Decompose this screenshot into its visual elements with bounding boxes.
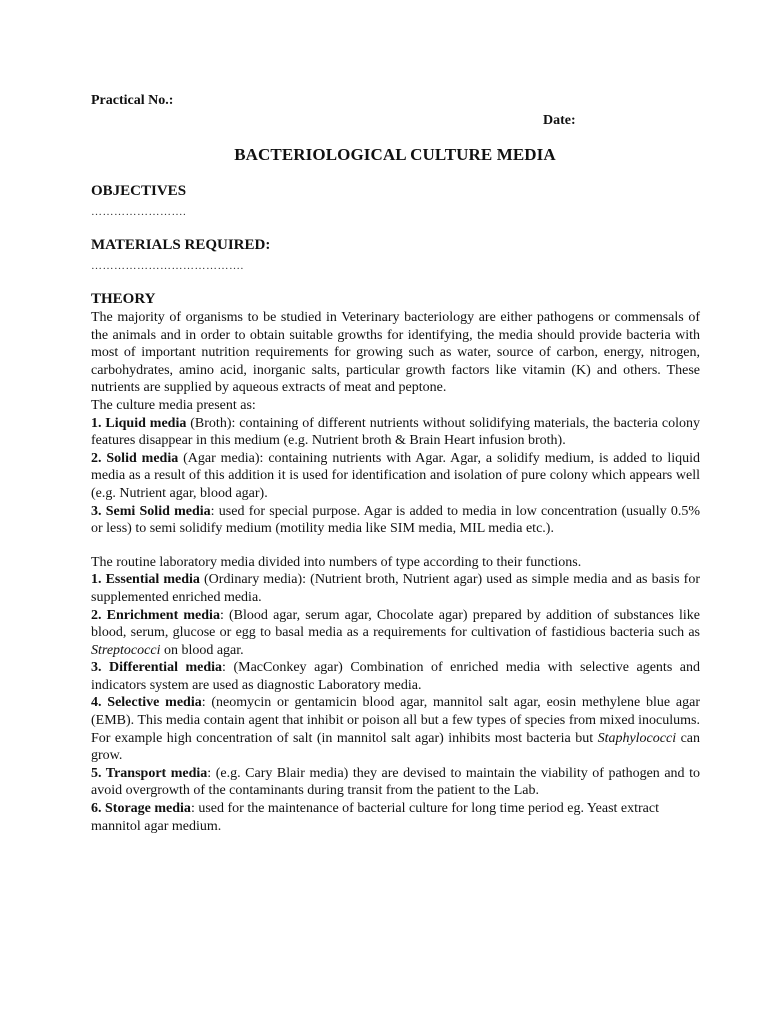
list-item-liquid-media [91, 415, 700, 450]
organism-name: Streptococci [91, 642, 161, 658]
list-item-enrichment-media [91, 607, 700, 660]
list-item-text: : (Blood agar, serum agar, Chocolate agar) prepared by addition of substances like blood, serum, glucose or egg to basal media as a requirements for cultivation of fastidious bacteria such as [91, 607, 700, 641]
date-label: Date: [543, 113, 576, 128]
list-item-text: (Ordinary media): (Nutrient broth, Nutrient agar) used as simple media and as basis for supplemented enriched media. [91, 572, 700, 605]
objectives-placeholder: ……………………. [91, 206, 187, 218]
list-item-text: : (MacConkey agar) Combination of enriched media with selective agents and indicators system are used as diagnostic Laboratory media. [91, 660, 701, 693]
practical-number-label: Practical No.: [91, 93, 174, 108]
list-item-label: 4. Selective media [91, 695, 202, 711]
list-item-text: can grow. [91, 730, 700, 764]
theory-body [91, 309, 700, 835]
list-item-label: 5. Transport media [91, 765, 208, 781]
list-item-text: (Agar media): containing nutrients with Agar. Agar, a solidify medium, is added to liquid media as a result of this addition it is used for identification and isolation of pure colony which appears well (e.g. Nutrient agar, blood agar). [91, 450, 701, 501]
list-item-label: 2. Enrichment media [91, 607, 220, 623]
paragraph-gap [91, 538, 700, 554]
organism-name: Staphylococci [597, 730, 677, 746]
list-item-text: : (neomycin or gentamicin blood agar, mannitol salt agar, eosin methylene blue agar (EMB). This media contain agent that inhibit or poison all but a few types of species from mixed inoculums. For example high concentration of salt (in mannitol salt agar) inhibits most bacteria but [91, 695, 700, 746]
list-item-differential-media [91, 659, 700, 694]
list-item-label: 1. Liquid media [91, 415, 187, 431]
materials-placeholder: …………………………………. [91, 260, 244, 272]
list-item-essential-media [91, 571, 700, 606]
list-item-text: : used for special purpose. Agar is added to media in low concentration (usually 0.5% or less) to semi solidify medium (motility media like SIM media, MIL media etc.). [91, 503, 700, 537]
list-item-text: on blood agar. [160, 642, 244, 658]
list-item-label: 3. Semi Solid media [91, 503, 211, 519]
list-item-semi-solid-media [91, 503, 700, 538]
list-item-label: 3. Differential media [91, 660, 223, 676]
theory-intro: The majority of organisms to be studied in Veterinary bacteriology are either pathogens or commensals of the animals and in order to obtain suitable growths for identifying, the media should provide bacteria with most of important nutrition requirements for growing such as water, source of carbon, energy, nitrogen, carbohydrates, amino acid, inorganic salts, particular growth factors like vitamin (K) and others. These nutrients are supplied by aqueous extracts of meat and peptone. [91, 310, 700, 396]
list-item-solid-media [91, 450, 700, 503]
list-item-storage-media [91, 800, 700, 835]
list-item-text: : used for the maintenance of bacterial culture for long time period eg. Yeast extract mannitol agar medium. [91, 801, 659, 834]
list-item-label: 1. Essential media [91, 572, 200, 588]
page-title: BACTERIOLOGICAL CULTURE MEDIA [234, 145, 556, 164]
routine-media-intro: The routine laboratory media divided into numbers of type according to their functions. [91, 554, 582, 570]
culture-media-present-as: The culture media present as: [91, 397, 256, 413]
list-item-label: 2. Solid media [91, 450, 179, 466]
materials-heading: MATERIALS REQUIRED: [91, 237, 271, 253]
list-item-label: 6. Storage media [91, 801, 191, 817]
objectives-heading: OBJECTIVES [91, 183, 187, 199]
list-item-selective-media [91, 694, 700, 764]
list-item-text: : (e.g. Cary Blair media) they are devised to maintain the viability of pathogen and to avoid overgrowth of the contaminants during transit from the patient to the Lab. [91, 765, 700, 799]
list-item-transport-media [91, 765, 700, 800]
list-item-text: (Broth): containing of different nutrients without solidifying materials, the bacteria colony features disappear in this medium (e.g. Nutrient broth & Brain Heart infusion broth). [91, 415, 700, 449]
theory-heading: THEORY [91, 291, 156, 307]
